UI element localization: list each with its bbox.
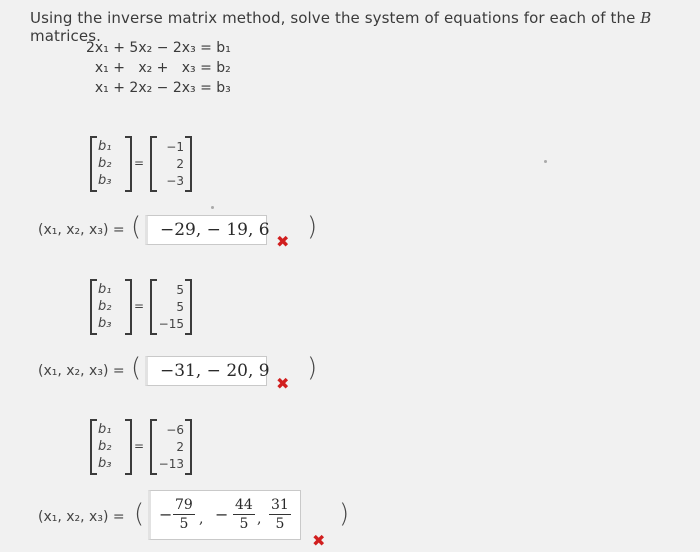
b2-value: 2 xyxy=(176,157,184,171)
fraction-2 xyxy=(233,496,255,533)
fraction-3-denominator: 5 xyxy=(275,516,285,532)
b1-value: 5 xyxy=(176,283,184,297)
answer-input[interactable] xyxy=(148,490,301,540)
equation-2: x₁ + x₂ + x₃ = b₂ xyxy=(86,60,231,76)
equation-1: 2x₁ + 5x₂ − 2x₃ = b₁ xyxy=(86,40,231,56)
b2-label: b₂ xyxy=(98,299,112,314)
b2-label: b₂ xyxy=(98,156,112,171)
b2-value: 2 xyxy=(176,440,184,454)
b3-label: b₃ xyxy=(98,456,112,471)
answer-input[interactable]: −29, − 19, 6 xyxy=(145,215,267,245)
b3-value: −15 xyxy=(158,317,184,331)
answer-input[interactable]: −31, − 20, 9 xyxy=(145,356,267,386)
fraction-3 xyxy=(269,496,291,533)
b1-label: b₁ xyxy=(98,139,112,154)
b1-label: b₁ xyxy=(98,282,112,297)
comma: , xyxy=(199,511,204,527)
solution-label: (x₁, x₂, x₃) = xyxy=(38,222,125,238)
fraction-3-numerator: 31 xyxy=(271,497,289,513)
fraction-2-denominator: 5 xyxy=(239,516,249,532)
b-vector xyxy=(90,419,132,475)
equation-3: x₁ + 2x₂ − 2x₃ = b₃ xyxy=(86,80,231,96)
open-paren: ( xyxy=(134,499,145,529)
fraction-1-denominator: 5 xyxy=(179,516,189,532)
open-paren: ( xyxy=(131,353,142,383)
open-paren: ( xyxy=(131,212,142,242)
wrong-icon: ✖ xyxy=(276,232,290,251)
prompt-text-end: matrices. xyxy=(30,27,101,45)
fraction-2-numerator: 44 xyxy=(235,497,253,513)
b1-value: −1 xyxy=(166,140,184,154)
b-vector xyxy=(90,279,132,335)
fraction-2-sign: − xyxy=(215,505,229,524)
b2-value: 5 xyxy=(176,300,184,314)
b1-value: −6 xyxy=(166,423,184,437)
equals-sign: = xyxy=(134,299,145,313)
b3-value: −3 xyxy=(166,174,184,188)
fraction-1-sign: − xyxy=(159,505,173,524)
b1-label: b₁ xyxy=(98,422,112,437)
wrong-icon: ✖ xyxy=(276,374,290,393)
equals-sign: = xyxy=(134,439,145,453)
close-paren: ) xyxy=(339,499,350,529)
b3-value: −13 xyxy=(158,457,184,471)
b-values-vector xyxy=(150,279,192,335)
solution-label: (x₁, x₂, x₃) = xyxy=(38,363,125,379)
stray-dot xyxy=(544,160,547,163)
comma: , xyxy=(257,511,262,527)
fraction-1 xyxy=(173,496,195,533)
wrong-icon: ✖ xyxy=(312,531,326,550)
b-values-vector xyxy=(150,419,192,475)
fraction-1-numerator: 79 xyxy=(175,497,193,513)
close-paren: ) xyxy=(307,353,318,383)
b-values-vector xyxy=(150,136,192,192)
b2-label: b₂ xyxy=(98,439,112,454)
equals-sign: = xyxy=(134,156,145,170)
solution-label: (x₁, x₂, x₃) = xyxy=(38,509,125,525)
close-paren: ) xyxy=(307,212,318,242)
prompt-b-symbol: B xyxy=(640,9,652,27)
b-vector xyxy=(90,136,132,192)
stray-dot xyxy=(211,206,214,209)
b3-label: b₃ xyxy=(98,316,112,331)
b3-label: b₃ xyxy=(98,173,112,188)
prompt-text-start: Using the inverse matrix method, solve the system of equations for each of the xyxy=(30,9,641,27)
equation-system xyxy=(86,38,231,98)
